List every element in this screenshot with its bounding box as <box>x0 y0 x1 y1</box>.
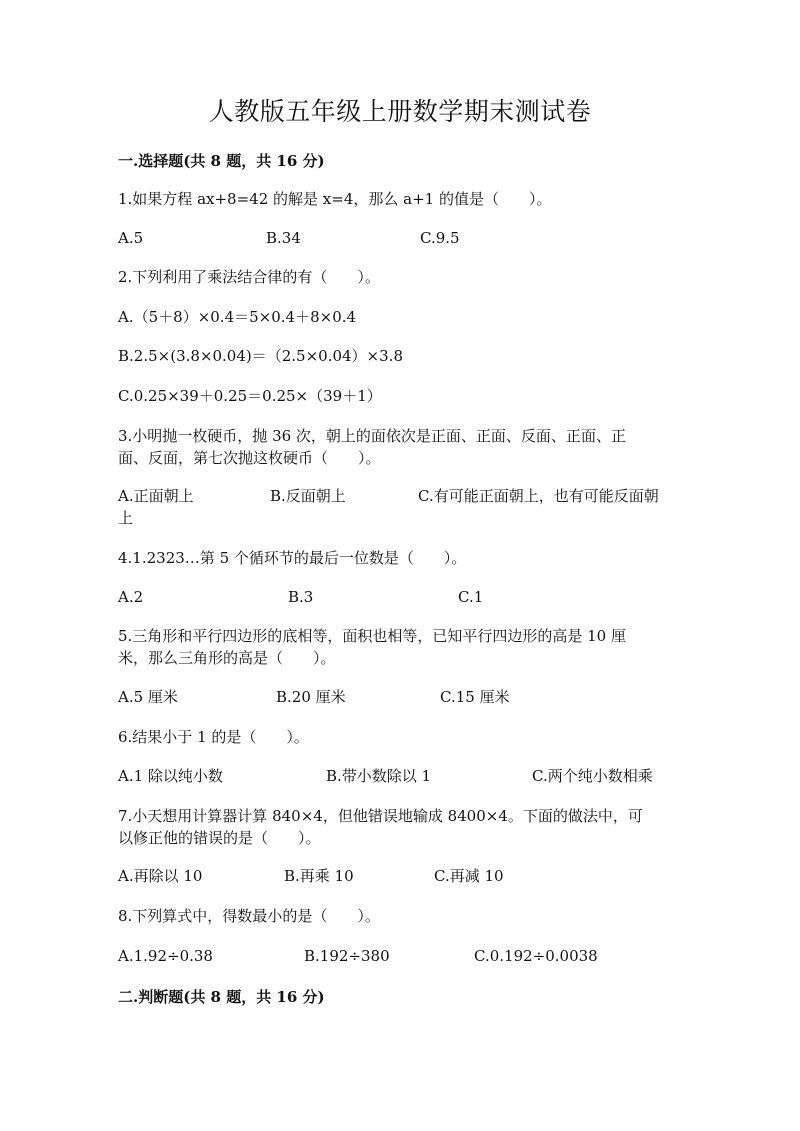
section-heading-judgment: 二.判断题(共 8 题，共 16 分) <box>118 988 325 1006</box>
question-7 <box>118 805 678 849</box>
option-a: A.5 厘米 <box>118 688 178 706</box>
question-3-line-2: 面、反面，第七次抛这枚硬币（ ）。 <box>118 449 381 467</box>
section-heading-choice: 一.选择题(共 8 题，共 16 分) <box>118 152 325 170</box>
question-5-options <box>118 686 698 708</box>
question-3-options <box>118 485 698 529</box>
option-c: C.1 <box>458 588 484 606</box>
option-a: A.5 <box>118 229 144 247</box>
option-b: B.反面朝上 <box>270 487 346 505</box>
option-c: C.0.192÷0.0038 <box>474 947 598 965</box>
option-b: B.34 <box>266 229 301 247</box>
question-3 <box>118 425 678 469</box>
page-title: 人教版五年级上册数学期末测试卷 <box>208 97 592 126</box>
option-a: A.正面朝上 <box>118 487 194 505</box>
option-c-continued: 上 <box>118 509 134 527</box>
option-a: A.1 除以纯小数 <box>118 767 223 785</box>
question-7-line-2: 以修正他的错误的是（ ）。 <box>118 829 321 847</box>
option-a: A.1.92÷0.38 <box>118 947 213 965</box>
option-a: A.2 <box>118 588 144 606</box>
question-1-options <box>118 227 698 249</box>
option-c: C.两个纯小数相乘 <box>532 767 653 785</box>
question-5-line-1: 5.三角形和平行四边形的底相等，面积也相等，已知平行四边形的高是 10 厘 <box>118 627 626 645</box>
option-c: C.有可能正面朝上，也有可能反面朝 <box>418 487 659 505</box>
question-5-line-2: 米，那么三角形的高是（ ）。 <box>118 649 336 667</box>
question-8-options <box>118 945 698 967</box>
option-b: B.再乘 10 <box>284 867 354 885</box>
question-6-options <box>118 765 698 787</box>
question-5 <box>118 625 678 669</box>
question-2: 2.下列利用了乘法结合律的有（ ）。 <box>118 268 380 286</box>
question-4: 4.1.2323…第 5 个循环节的最后一位数是（ ）。 <box>118 549 467 567</box>
option-c: C.9.5 <box>420 229 460 247</box>
option-b: B.192÷380 <box>304 947 390 965</box>
question-2-option-c: C.0.25×39＋0.25＝0.25×（39＋1） <box>118 387 382 405</box>
question-8: 8.下列算式中，得数最小的是（ ）。 <box>118 907 380 925</box>
option-b: B.3 <box>288 588 314 606</box>
question-3-line-1: 3.小明抛一枚硬币，抛 36 次，朝上的面依次是正面、正面、反面、正面、正 <box>118 427 626 445</box>
option-c: C.15 厘米 <box>440 688 510 706</box>
option-b: B.20 厘米 <box>276 688 346 706</box>
question-2-option-a: A.（5＋8）×0.4＝5×0.4＋8×0.4 <box>118 308 357 326</box>
option-b: B.带小数除以 1 <box>326 767 432 785</box>
question-2-option-b: B.2.5×(3.8×0.04)＝（2.5×0.04）×3.8 <box>118 347 403 365</box>
question-1: 1.如果方程 ax+8=42 的解是 x=4，那么 a+1 的值是（ ）。 <box>118 190 552 208</box>
question-7-line-1: 7.小天想用计算器计算 840×4，但他错误地输成 8400×4。下面的做法中，可 <box>118 807 643 825</box>
option-c: C.再减 10 <box>434 867 504 885</box>
question-6: 6.结果小于 1 的是（ ）。 <box>118 728 309 746</box>
option-a: A.再除以 10 <box>118 867 203 885</box>
question-4-options <box>118 586 698 608</box>
question-7-options <box>118 865 698 887</box>
